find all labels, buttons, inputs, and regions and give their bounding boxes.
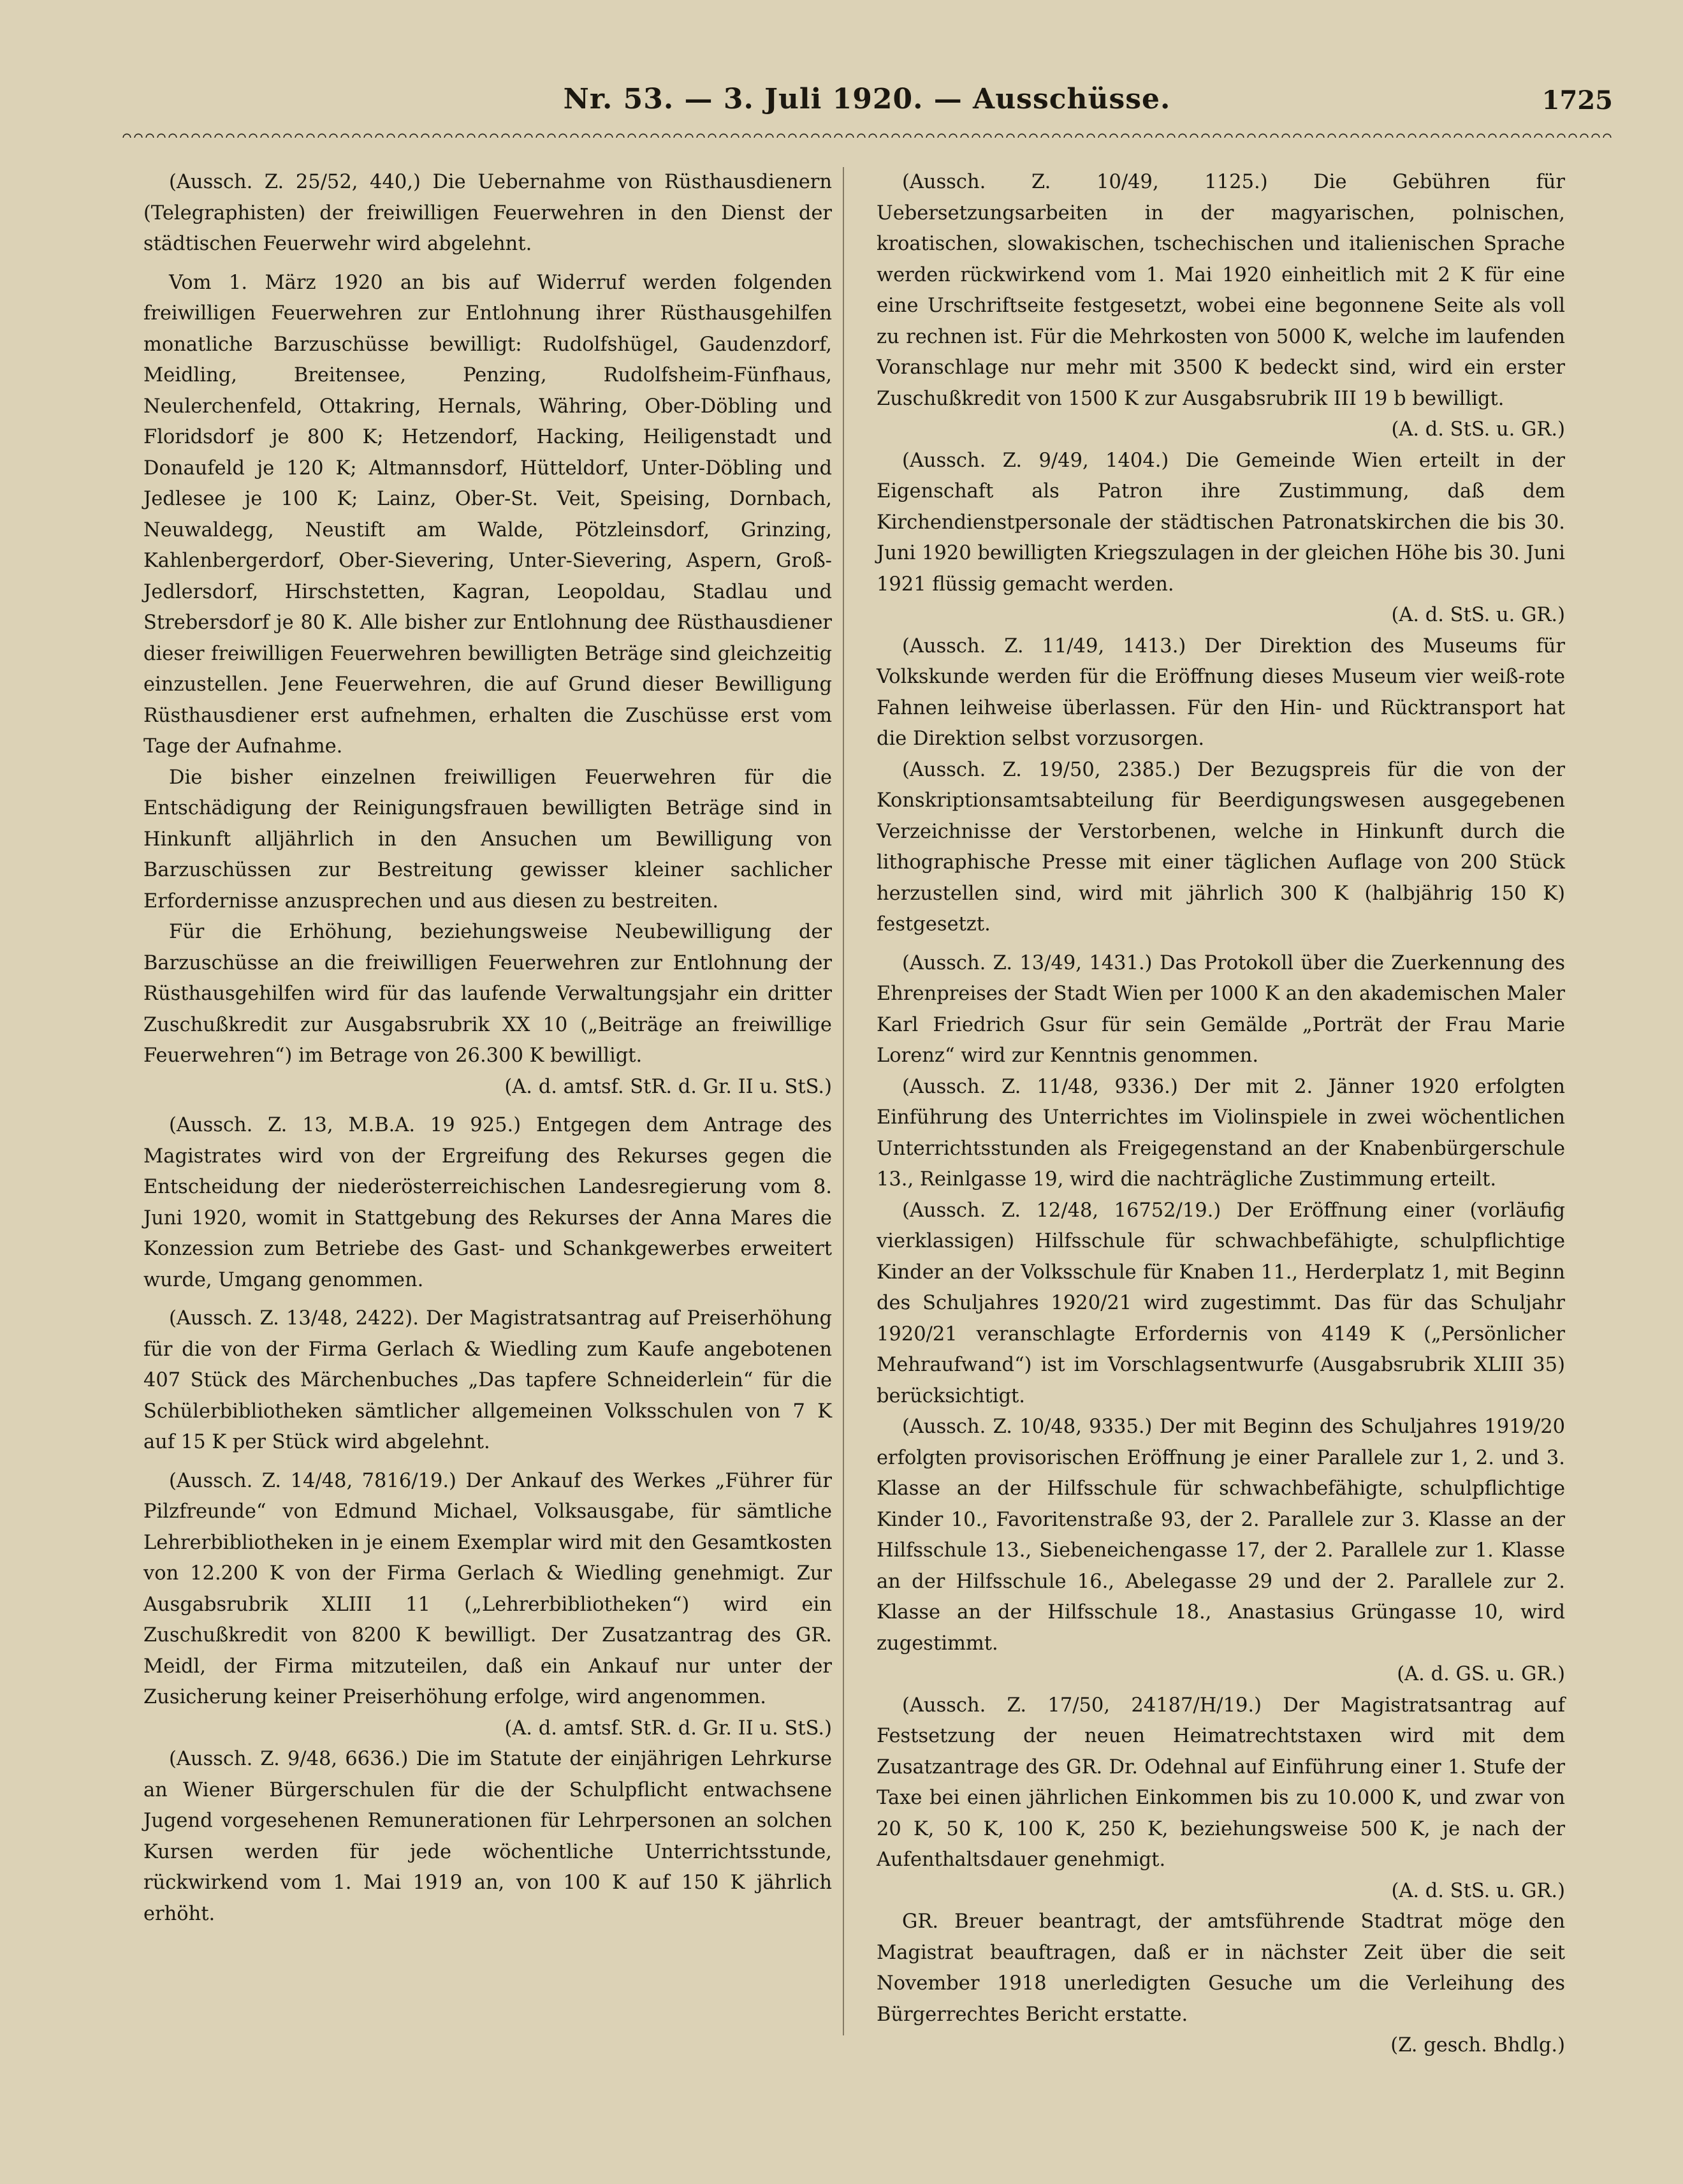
paragraph: Vom 1. März 1920 an bis auf Widerruf werden folgenden freiwilligen Feuerwehren zur Entlohnung ihrer Rüsthausgehilfen monatliche Barzuschüsse bewilligt: Rudolfshügel, Gaudenzdorf, Meidling, Breitensee, Penzing, Rudolfsheim-Fünfhaus, Neulerchenfeld, Ottakring, Hernals, Währing, Ober-Döbling und Floridsdorf je 800 K; Hetzendorf, Hacking, Heiligenstadt und Donaufeld je 120 K; Altmannsdorf, Hütteldorf, Unter-Döbling und Jedlesee je 100 K; Lainz, Ober-St. Veit, Speising, Dornbach, Neuwaldegg, Neustift am Walde, Pötzleinsdorf, Grinzing, Kahlenbergerdorf, Ober-Sievering, Unter-Sievering, Aspern, Groß-Jedlersdorf, Hirschstetten, Kagran, Leopoldau, Stadlau und Strebersdorf je 80 K. Alle bisher zur Entlohnung dee Rüsthausdiener dieser freiwilligen Feuerwehren bewilligten Beträge sind gleichzeitig einzustellen. Jene Feuerwehren, die auf Grund dieser Bewilligung Rüsthausdiener erst aufnehmen, erhalten die Zuschüsse erst vom Tage der Aufnahme.	[143, 271, 832, 758]
paragraph: (Aussch. Z. 10/48, 9335.) Der mit Beginn des Schuljahres 1919/20 erfolgten provisorischen Eröffnung je einer Parallele zur 1, 2. und 3. Klasse an der Hilfsschule für schwachbefähigte, schulpflichtige Kinder 10., Favoritenstraße 93, der 2. Parallele zur 3. Klasse an der Hilfsschule 13., Siebeneichengasse 17, der 2. Parallele zur 1. Klasse an der Hilfsschule 16., Abelegasse 29 und der 2. Parallele zur 2. Klasse an der Hilfsschule 18., Anastasius Grüngasse 10, wird zugestimmt.	[877, 1416, 1565, 1655]
page-header	[121, 77, 1613, 140]
paragraph: (Aussch. Z. 9/48, 6636.) Die im Statute der einjährigen Lehrkurse an Wiener Bürgerschulen für die der Schulpflicht entwachsene Jugend vorgesehenen Remunerationen für Lehrpersonen an solchen Kursen werden für jede wöchentliche Unterrichtsstunde, rückwirkend vom 1. Mai 1919 an, von 100 K auf 150 K jährlich erhöht.	[143, 1748, 832, 1925]
column-divider	[843, 167, 844, 2035]
left-column	[143, 167, 832, 1930]
paragraph: (Aussch. Z. 11/49, 1413.) Der Direktion des Museums für Volkskunde werden für die Eröffnung dieses Museum vier weiß-rote Fahnen leihweise überlassen. Für den Hin- und Rücktransport hat die Direktion selbst vorzusorgen.	[877, 634, 1565, 750]
header-title: Nr. 53. — 3. Juli 1920. — Ausschüsse.	[563, 83, 1171, 115]
paragraph: (Aussch. Z. 11/48, 9336.) Der mit 2. Jänner 1920 erfolgten Einführung des Unterrichtes im Violinspiele in zwei wöchentlichen Unterrichtsstunden als Freigegenstand an der Knabenbürgerschule 13., Reinlgasse 19, wird die nachträgliche Zustimmung erteilt.	[877, 1075, 1565, 1191]
attribution-line: (A. d. StS. u. GR.)	[1391, 418, 1565, 441]
header-wavy-rule	[121, 133, 1613, 138]
paragraph: (Aussch. Z. 14/48, 7816/19.) Der Ankauf des Werkes „Führer für Pilzfreunde“ von Edmund Michael, Volksausgabe, für sämtliche Lehrerbibliotheken in je einem Exemplar wird mit den Gesamtkosten von 12.200 K von der Firma Gerlach & Wiedling genehmigt. Zur Ausgabsrubrik XLIII 11 („Lehrerbibliotheken“) wird ein Zuschußkredit von 8200 K bewilligt. Der Zusatzantrag des GR. Meidl, der Firma mitzuteilen, daß ein Ankauf nur unter der Zusicherung keiner Preiserhöhung erfolge, wird angenommen.	[143, 1469, 832, 1708]
paragraph: (Aussch. Z. 13, M.B.A. 19 925.) Entgegen dem Antrage des Magistrates wird von der Ergreifung des Rekurses gegen die Entscheidung der niederösterreichischen Landesregierung vom 8. Juni 1920, womit in Stattgebung des Rekurses der Anna Mares die Konzession zum Betriebe des Gast- und Schankgewerbes erweitert wurde, Umgang genommen.	[143, 1114, 832, 1291]
paragraph: (Aussch. Z. 10/49, 1125.) Die Gebühren für Uebersetzungsarbeiten in der magyarischen, polnischen, kroatischen, slowakischen, tschechischen und italienischen Sprache werden rückwirkend vom 1. Mai 1920 einheitlich mit 2 K für eine eine Urschriftseite festgesetzt, wobei eine begonnene Seite als voll zu rechnen ist. Für die Mehrkosten von 5000 K, welche im laufenden Voranschlage nur mehr mit 3500 K bedeckt sind, wird ein erster Zuschußkredit von 1500 K zur Ausgabsrubrik III 19 b bewilligt.	[877, 171, 1565, 410]
paragraph: GR. Breuer beantragt, der amtsführende Stadtrat möge den Magistrat beauftragen, daß er in nächster Zeit über die seit November 1918 unerledigten Gesuche um die Verleihung des Bürgerrechtes Bericht erstatte.	[877, 1910, 1565, 2026]
attribution-line: (A. d. amtsf. StR. d. Gr. II u. StS.)	[504, 1075, 832, 1098]
right-column	[877, 167, 1565, 2062]
paragraph: (Aussch. Z. 19/50, 2385.) Der Bezugspreis für die von der Konskriptionsamtsabteilung für Beerdigungswesen ausgegebenen Verzeichnisse der Verstorbenen, welche in Hinkunft durch die lithographische Presse mit einer täglichen Auflage von 200 Stück herzustellen sind, wird mit jährlich 300 K (halbjährig 150 K) festgesetzt.	[877, 758, 1565, 935]
paragraph: (Aussch. Z. 17/50, 24187/H/19.) Der Magistratsantrag auf Festsetzung der neuen Heimatrechtstaxen wird mit dem Zusatzantrage des GR. Dr. Odehnal auf Einführung einer 1. Stufe der Taxe bei einen jährlichen Einkommen bis zu 10.000 K, und zwar von 20 K, 50 K, 100 K, 250 K, beziehungsweise 500 K, je nach der Aufenthaltsdauer genehmigt.	[877, 1694, 1565, 1871]
attribution-line: (A. d. amtsf. StR. d. Gr. II u. StS.)	[504, 1717, 832, 1740]
attribution-line: (A. d. StS. u. GR.)	[1391, 604, 1565, 626]
paragraph: Die bisher einzelnen freiwilligen Feuerwehren für die Entschädigung der Reinigungsfrauen bewilligten Beträge sind in Hinkunft alljährlich in den Ansuchen um Bewilligung von Barzuschüssen zur Bestreitung gewisser kleiner sachlicher Erfordernisse anzusprechen und aus diesen zu bestreiten.	[143, 766, 832, 912]
attribution-line: (A. d. GS. u. GR.)	[1397, 1663, 1565, 1685]
paragraph: (Aussch. Z. 13/48, 2422). Der Magistratsantrag auf Preiserhöhung für die von der Firma Gerlach & Wiedling zum Kaufe angebotenen 407 Stück des Märchenbuches „Das tapfere Schneiderlein“ für die Schülerbibliotheken sämtlicher allgemeinen Volksschulen von 7 K auf 15 K per Stück wird abgelehnt.	[143, 1307, 832, 1453]
page-number: 1725	[1541, 85, 1613, 115]
attribution-line: (A. d. StS. u. GR.)	[1391, 1879, 1565, 1902]
paragraph: (Aussch. Z. 9/49, 1404.) Die Gemeinde Wien erteilt in der Eigenschaft als Patron ihre Zustimmung, daß dem Kirchendienstpersonale der städtischen Patronatskirchen die bis 30. Juni 1920 bewilligten Kriegszulagen in der gleichen Höhe bis 30. Juni 1921 flüssig gemacht werden.	[877, 449, 1565, 596]
paragraph: Für die Erhöhung, beziehungsweise Neubewilligung der Barzuschüsse an die freiwilligen Feuerwehren zur Entlohnung der Rüsthausgehilfen wird für das laufende Verwaltungsjahr ein dritter Zuschußkredit zur Ausgabsrubrik XX 10 („Beiträge an freiwillige Feuerwehren“) im Betrage von 26.300 K bewilligt.	[143, 921, 832, 1067]
attribution-line: (Z. gesch. Bhdlg.)	[1390, 2034, 1565, 2056]
paragraph: (Aussch. Z. 13/49, 1431.) Das Protokoll über die Zuerkennung des Ehrenpreises der Stadt Wien per 1000 K an den akademischen Maler Karl Friedrich Gsur für sein Gemälde „Porträt der Frau Marie Lorenz“ wird zur Kenntnis genommen.	[877, 951, 1565, 1067]
paragraph: (Aussch. Z. 25/52, 440,) Die Uebernahme von Rüsthausdienern (Telegraphisten) der freiwilligen Feuerwehren in den Dienst der städtischen Feuerwehr wird abgelehnt.	[143, 171, 832, 255]
paragraph: (Aussch. Z. 12/48, 16752/19.) Der Eröffnung einer (vorläufig vierklassigen) Hilfsschule für schwachbefähigte, schulpflichtige Kinder an der Volksschule für Knaben 11., Herderplatz 1, mit Beginn des Schuljahres 1920/21 wird zugestimmt. Das für das Schuljahr 1920/21 veranschlagte Erfordernis von 4149 K („Persönlicher Mehraufwand“) ist im Vorschlagsentwurfe (Ausgabsrubrik XLIII 35) berücksichtigt.	[877, 1199, 1565, 1407]
